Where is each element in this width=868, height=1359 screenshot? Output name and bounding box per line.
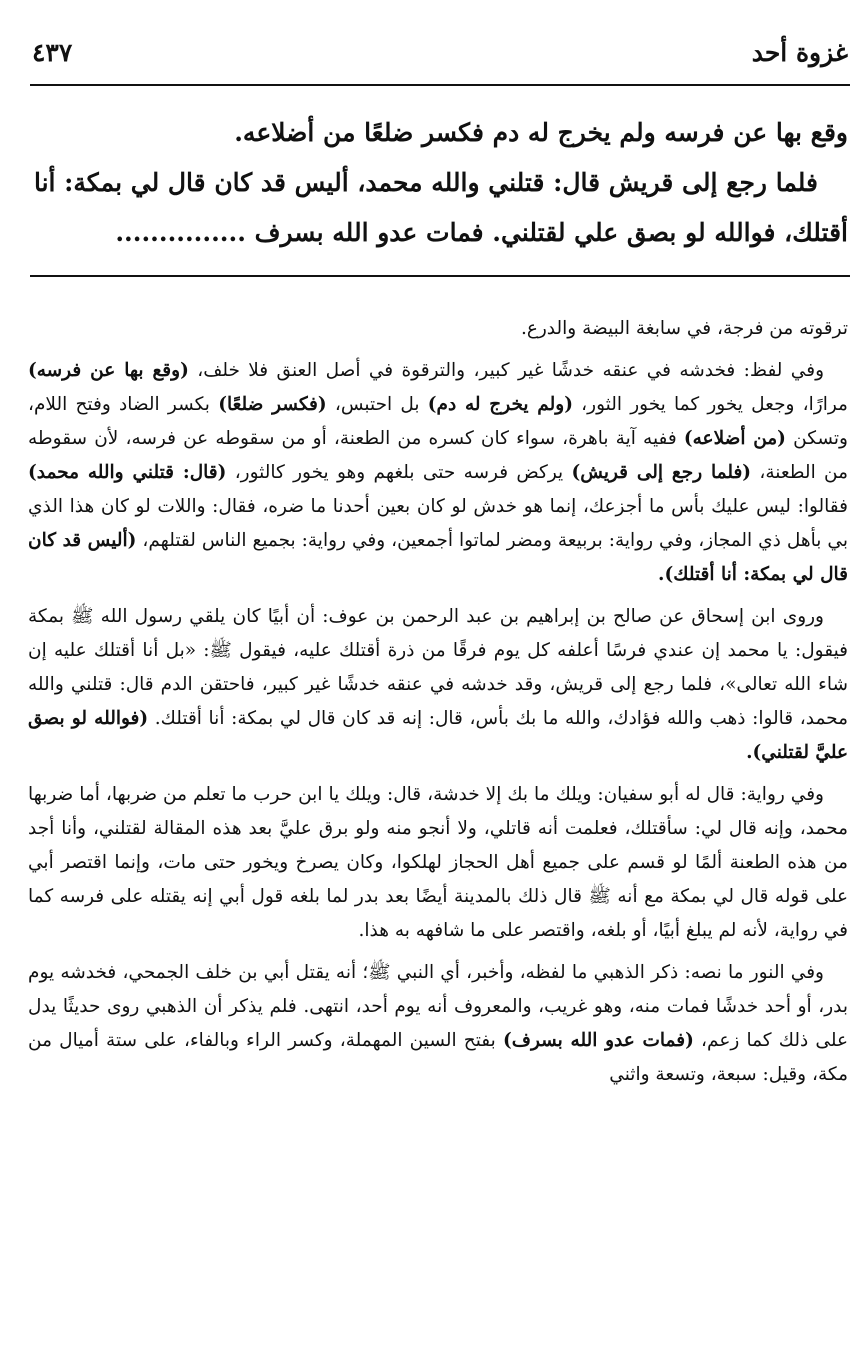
quoted-phrase: (فمات عدو الله بسرف) — [503, 1030, 694, 1051]
quoted-phrase: (فلما رجع إلى قريش) — [571, 462, 752, 483]
commentary-paragraph — [28, 600, 848, 770]
main-paragraph: وقع بها عن فرسه ولم يخرج له دم فكسر ضلعًا من أضلاعه. — [234, 118, 848, 147]
quoted-phrase: (أليس قد كان قال لي بمكة: أنا أقتلك). — [28, 530, 848, 585]
quoted-phrase: (فكسر ضلعًا) — [218, 394, 327, 415]
quoted-phrase: (قال: قتلني والله محمد) — [28, 462, 227, 483]
commentary-block — [28, 312, 848, 1100]
main-paragraph: فلما رجع إلى قريش قال: قتلني والله محمد، أليس قد كان قال لي بمكة: أنا أقتلك، فوالله لو بصق علي لقتلني. فمات عدو الله بسرف ............... — [33, 168, 848, 247]
header-rule — [30, 84, 850, 86]
commentary-separator — [30, 275, 850, 277]
commentary-paragraph — [28, 354, 848, 592]
commentary-text: وروى ابن إسحاق عن صالح بن إبراهيم بن عبد الرحمن بن عوف: أن أبيًا كان يلقي رسول الله ﷺ بمكة فيقول: يا محمد إن عندي فرسًا أعلفه كل يوم فرقًا من ذرة أقتلك عليه، فيقول ﷺ: «بل أنا أقتلك عليه إن شاء الله تعالى»، فلما رجع إلى قريش، وقد خدشه في عنقه خدشًا غير كبير، فاحتقن الدم قال: قتلني والله محمد، قالوا: ذهب والله فؤادك، والله ما بك بأس، قال: إنه قد كان قال لي بمكة: أنا أقتلك. — [28, 606, 848, 729]
page-number: ٤٣٧ — [32, 38, 73, 67]
commentary-text: ففيه آية باهرة، سواء كان كسره من الطعنة، أو من سقوطه عن فرسه، لأن سقوطه من الطعنة، — [28, 428, 848, 483]
quoted-phrase: (من أضلاعه) — [683, 428, 786, 449]
commentary-text: بل احتبس، — [334, 394, 420, 415]
commentary-text: وفي النور ما نصه: ذكر الذهبي ما لفظه، وأخبر، أي النبي ﷺ؛ أنه يقتل أبي بن خلف الجمحي، فخدشه يوم بدر، أو أحد خدشًا فمات منه، وهو غريب، والمعروف أنه يوم أحد، انتهى. فلم يذكر أن الذهبي روى حديثًا يدل على ذلك كما زعم، — [28, 962, 849, 1051]
main-text-block — [30, 108, 848, 258]
commentary-paragraph: ترقوته من فرجة، في سابغة البيضة والدرع. — [520, 318, 848, 339]
chapter-title: غزوة أحد — [751, 38, 848, 67]
quoted-phrase: (ولم يخرج له دم) — [427, 394, 573, 415]
commentary-text: يركض فرسه حتى بلغهم وهو يخور كالثور، — [234, 462, 564, 483]
quoted-phrase: (وقع بها عن فرسه) — [28, 360, 189, 381]
commentary-text: بفتح السين المهملة، وكسر الراء وبالفاء، على ستة أميال من مكة، وقيل: سبعة، وتسعة واثني — [28, 1030, 848, 1085]
commentary-text: وفي لفظ: فخدشه في عنقه خدشًا غير كبير، والترقوة في أصل العنق فلا خلف، — [197, 360, 825, 381]
commentary-text: بكسر الضاد وفتح اللام، وتسكن — [28, 394, 848, 449]
commentary-paragraph: وفي رواية: قال له أبو سفيان: ويلك ما بك إلا خدشة، قال: ويلك يا ابن حرب ما تعلم من ضربها، أما ضربها محمد، وإنه قال لي: سأقتلك، فعلمت أنه قاتلي، ولا أنجو منه ولو برق عليَّ بعد هذه المقالة لقتلني، وأنا أجد من هذه الطعنة ألمًا لو قسم على جميع أهل الحجاز لهلكوا، وكان يصرخ ويخور حتى مات، وإنما اقتصر أبي على قوله قال لي بمكة مع أنه ﷺ قال ذلك بالمدينة أيضًا بعد بدر لما بلغه قول أبي إنه يقتله على فرسه كما في رواية، لأنه لم يبلغ أبيًا، أو بلغه، واقتصر على ما شافهه به هذا. — [28, 784, 848, 941]
commentary-paragraph — [28, 956, 848, 1092]
quoted-phrase: (فوالله لو بصق عليَّ لقتلني). — [28, 708, 848, 763]
commentary-text: فقالوا: ليس عليك بأس ما أجزعك، إنما هو خدش لو كان بعين أحدنا ما ضره، فقال: واللات لو كان هذا الذي بي بأهل ذي المجاز، وفي رواية: بربيعة ومضر لماتوا أجمعين، وفي رواية: بجميع الناس لقتلهم، — [28, 496, 848, 551]
commentary-text: مرارًا، وجعل يخور كما يخور الثور، — [581, 394, 848, 415]
